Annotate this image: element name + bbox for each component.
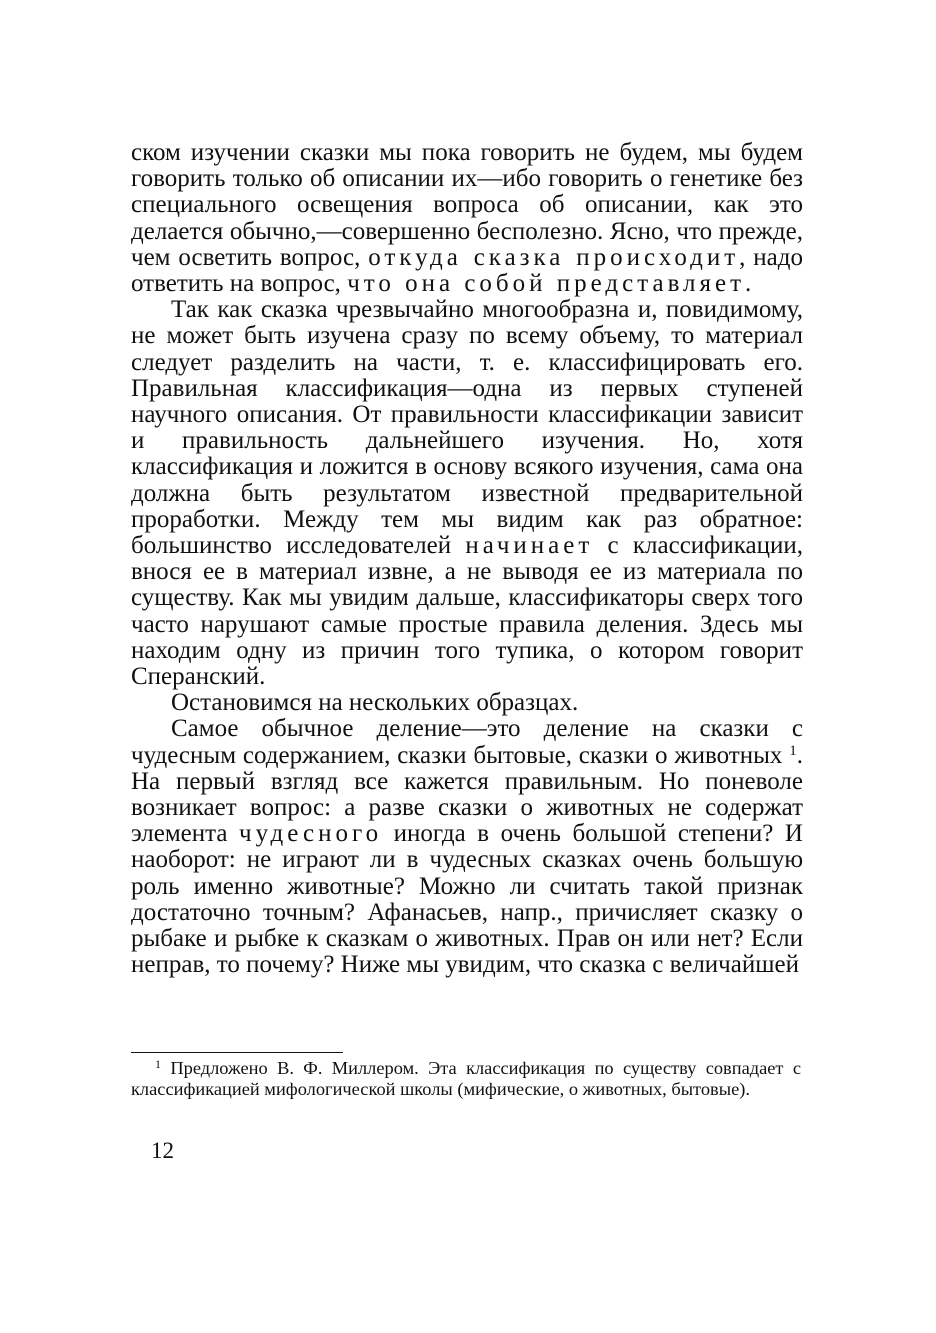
footnote-reference[interactable]: 1 (789, 742, 797, 759)
paragraph-1-text-b: , надо ответить на вопрос, (131, 243, 803, 298)
paragraph-1-text-a: ском изучении сказки мы пока говорить не будем, мы будем говорить только об описании их—ибо говорить о генетике без специального освещения вопроса об описании, как это делается обычно,—совершенно бесполезно. Ясно, что прежде, чем осветить вопрос, (131, 139, 803, 271)
paragraph-2 (131, 297, 803, 690)
emphasis-begins: начинает (465, 532, 594, 560)
paragraph-4-text-a: Самое обычное деление—это деление на сказки с чудесным содержанием, сказки бытовые, сказки о животных (131, 715, 803, 769)
paragraph-1-text-c: . (745, 270, 752, 298)
paragraph-2-text-a: Так как сказка чрезвычайно многообразна и, повидимому, не может быть изучена сразу по всему объему, то материал следует разделить на части, т. е. классифицировать его. Правильная классификация—одна из первых ступеней научного описания. От правильности классификации зависит и правильность дальнейшего изучения. Но, хотя классификация и ложится в основу всякого изучения, сама она должна быть результатом известной предварительной проработки. Между тем мы видим как раз обратное: большинство исследователей (131, 296, 803, 560)
emphasis-what-it-is: что она собой представляет (347, 270, 746, 298)
footnote-text: Предложено В. Ф. Миллером. Эта классификация по существу совпадает с классификацией мифологической школы (мифические, о животных, бытовые). (131, 1058, 801, 1099)
footnote-mark: 1 (155, 1057, 161, 1071)
footnote (131, 1058, 801, 1100)
paragraph-3: Остановимся на нескольких образцах. (171, 689, 579, 717)
paragraph-4-text-c: иногда в очень большой степени? И наоборот: не играют ли в чудесных сказках очень большую роль именно животные? Можно ли считать такой признак достаточно точным? Афанасьев, напр., причисляет сказку о рыбаке и рыбке к сказкам о животных. Прав он или нет? Если неправ, то почему? Ниже мы увидим, что сказка с величайшей (131, 820, 803, 979)
page-number: 12 (151, 1138, 174, 1163)
paragraph-1 (131, 140, 803, 297)
paragraph-4-text-b: . На первый взгляд все кажется правильным. Но поневоле возникает вопрос: а разве сказки о животных не содержат элемента (131, 741, 803, 848)
paragraph-4 (131, 716, 803, 978)
emphasis-miraculous: чудесного (239, 820, 383, 848)
paragraph-2-text-b: с классификации, внося ее в материал извне, а не выводя ее из материала по существу. Как мы увидим дальше, классификаторы сверх того часто нарушают самые простые правила деления. Здесь мы находим одну из причин того тупика, о котором говорит Сперанский. (131, 532, 804, 691)
emphasis-where-from: откуда сказка происходит (368, 243, 740, 271)
page-body (131, 140, 803, 979)
footnote-divider (131, 1052, 343, 1053)
